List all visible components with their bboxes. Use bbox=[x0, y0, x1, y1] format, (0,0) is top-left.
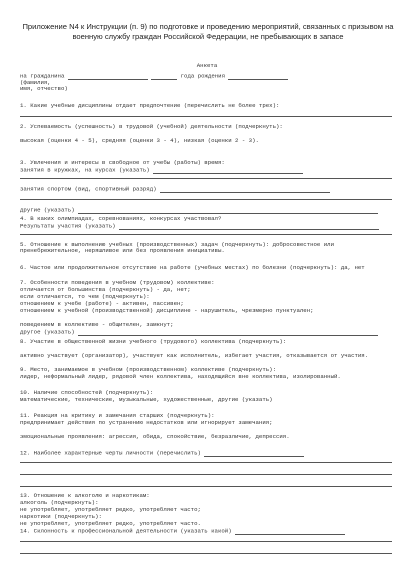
item-8: 8. Участие в общественной жизни учебного (трудового) коллектива (подчеркнуть): bbox=[20, 339, 287, 345]
item-7-e: поведением в коллективе - общителен, замкнут; bbox=[20, 322, 174, 328]
item-7: 7. Особенности поведения в учебном (трудовом) коллективе: bbox=[20, 280, 215, 286]
sport-fill[interactable] bbox=[160, 186, 330, 193]
name-hint-2: имя, отчество) bbox=[20, 86, 68, 92]
item-7-d: отношением к учебной (производственной) дисциплине - нарушитель, чрезмерно пунктуален; bbox=[20, 308, 314, 314]
item-7-c: отношением к учебе (работе) - активен, пассивен; bbox=[20, 301, 184, 307]
other-fill[interactable] bbox=[78, 329, 378, 336]
item-1: 1. Какие учебные дисциплины отдает предпочтение (перечислить не более трех): bbox=[20, 103, 280, 109]
item-10-options: математические, технические, музыкальные, художественные, другие (указать) bbox=[20, 397, 273, 403]
answer-line[interactable] bbox=[20, 541, 392, 542]
item-9-options: лидер, неформальный лидер, рядовой член коллектива, находящийся вне коллектива, изолированный. bbox=[20, 374, 341, 380]
item-10: 10. Наличие способностей (подчеркнуть): bbox=[20, 390, 154, 396]
answer-line[interactable] bbox=[20, 553, 392, 554]
item-3-sport: занятия спортом (вид, спортивный разряд) bbox=[20, 186, 398, 193]
answer-line[interactable] bbox=[20, 116, 392, 117]
item-7-other: другое (указать) bbox=[20, 329, 398, 336]
item-11-a: предпринимает действия по устранению недостатков или игнорирует замечания; bbox=[20, 420, 273, 426]
birth-year-fill[interactable] bbox=[151, 73, 177, 80]
item-6: 6. Частое или продолжительное отсутствие на работе (учебных местах) по болезни (подчеркнуть): да, нет bbox=[20, 265, 365, 271]
profession-fill[interactable] bbox=[235, 528, 345, 535]
answer-line[interactable] bbox=[20, 234, 392, 235]
answer-line[interactable] bbox=[20, 199, 392, 200]
answer-line[interactable] bbox=[20, 486, 392, 487]
item-5: 5. Отношение к выполнению учебных (производственных) задач (подчеркнуть): добросовестное или пренебрежительное, неряшливое или без проявления инициативы. bbox=[20, 242, 335, 255]
item-8-options: активно участвует (организатор), участвует как исполнитель, избегает участия, отказывается от участия. bbox=[20, 353, 369, 359]
item-3-other: другие (указать) bbox=[20, 207, 398, 214]
answer-line[interactable] bbox=[20, 178, 392, 179]
item-12: 12. Наиболее характерные черты личности (перечислить) bbox=[20, 450, 398, 457]
item-13-drugs-options: не употребляет, употребляет редко, употребляет часто. bbox=[20, 521, 201, 527]
name-fill[interactable] bbox=[68, 73, 148, 80]
item-2: 2. Успеваемость (успешность) в трудовой (учебной) деятельности (подчеркнуть): bbox=[20, 124, 283, 130]
item-7-a: отличается от большинства (подчеркнуть) - да, нет; bbox=[20, 287, 191, 293]
item-9: 9. Место, занимаемое в учебном (производственном) коллективе (подчеркнуть): bbox=[20, 367, 276, 373]
item-14: 14. Склонность к профессиональной деятельности (указать какой) bbox=[20, 528, 398, 535]
other-fill[interactable] bbox=[78, 207, 378, 214]
item-13-alcohol-options: не употребляет, употребляет редко, употребляет часто; bbox=[20, 507, 201, 513]
traits-fill[interactable] bbox=[204, 450, 304, 457]
results-fill[interactable] bbox=[119, 223, 379, 230]
item-7-b: если отличается, то чем (подчеркнуть): bbox=[20, 294, 150, 300]
item-11: 11. Реакция на критику и замечания старших (подчеркнуть): bbox=[20, 413, 215, 419]
item-4-results: Результаты участия (указать) bbox=[20, 223, 398, 230]
item-11-b: эмоциональные проявления: агрессия, обида, спокойствие, безразличие, депрессия. bbox=[20, 434, 290, 440]
name-line: на гражданина года рождения bbox=[20, 73, 398, 80]
document-header: Приложение N4 к Инструкции (п. 9) по подготовке и проведению мероприятий, связанных с призывом на военную службу граждан Российской Федерации, не пребывающих в запасе bbox=[22, 22, 394, 41]
birth-fill[interactable] bbox=[228, 73, 288, 80]
form-title: Анкета bbox=[196, 62, 218, 69]
clubs-fill[interactable] bbox=[153, 167, 303, 174]
item-13-alcohol: алкоголь (подчеркнуть): bbox=[20, 500, 99, 506]
name-hint: (фамилия, bbox=[20, 80, 51, 86]
item-13-drugs: наркотики (подчеркнуть): bbox=[20, 514, 102, 520]
item-13: 13. Отношение к алкоголю и наркотикам: bbox=[20, 493, 150, 499]
item-3-clubs: занятия в кружках, на курсах (указать) bbox=[20, 167, 398, 174]
item-2-options: высокая (оценки 4 - 5), средняя (оценки 3 - 4), низкая (оценки 2 - 3). bbox=[20, 138, 259, 144]
item-4: 4. В каких олимпиадах, соревнованиях, конкурсах участвовал? bbox=[20, 216, 222, 222]
item-3: 3. Увлечения и интересы в свободное от учебы (работы) время: bbox=[20, 160, 225, 166]
answer-line[interactable] bbox=[20, 474, 392, 475]
answer-line[interactable] bbox=[20, 462, 392, 463]
